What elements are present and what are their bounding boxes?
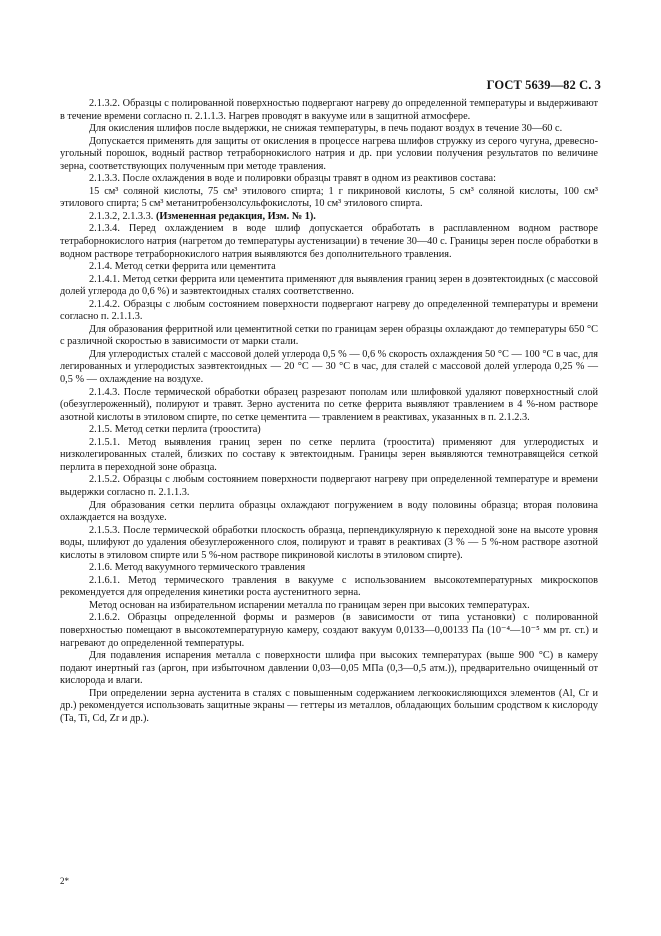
paragraph: Для образования ферритной или цементитной сетки по границам зерен образцы охлаждают до температуры 650 °С с различной скоростью в зависимости от марки стали. bbox=[60, 323, 598, 348]
section-heading: 2.1.4. Метод сетки феррита или цементита bbox=[89, 261, 276, 273]
paragraph: 15 см³ соляной кислоты, 75 см³ этилового спирта; 1 г пикриновой кислоты, 5 см³ соляной кислоты, 100 см³ этилового спирта; 5 см³ метанитробензолсульфокислоты, 10 см³ этилового спирта. bbox=[60, 185, 598, 210]
amendment-note: (Измененная редакция, Изм. № 1). bbox=[155, 210, 316, 222]
paragraph: При определении зерна аустенита в сталях с повышенным содержанием легкоокисляющихся элементов (Al, Cr и др.) рекомендуется использовать защитные экраны — геттеры из металлов, обладающих большим сродством к кислороду (Ta, Ti, Cd, Zr и др.). bbox=[60, 687, 598, 724]
page-header: ГОСТ 5639—82 С. 3 bbox=[486, 78, 601, 92]
paragraph: 2.1.6.2. Образцы определенной формы и размеров (в зависимости от типа установки) с полированной поверхностью помещают в высокотемпературную камеру, создают вакуум 0,0133—0,00133 Па (10⁻⁴—10⁻⁵ мм рт. ст.) и нагревают до определенной температуры. bbox=[60, 612, 598, 649]
paragraph: 2.1.6.1. Метод термического травления в вакууме с использованием высокотемпературных микроскопов рекомендуется для определения кинетики роста аустенитного зерна. bbox=[60, 574, 598, 599]
section-heading: 2.1.6. Метод вакуумного термического травления bbox=[89, 562, 306, 574]
page-footer-mark: 2* bbox=[60, 876, 69, 886]
document-body bbox=[60, 98, 598, 725]
paragraph: Для углеродистых сталей с массовой долей углерода 0,5 % — 0,6 % скорость охлаждения 50 °С — 100 °С в час, для легированных и углеродистых заэвтектоидных — 20 °С — 30 °С в час, для сталей с массовой долей углерода 0,25 % — 0,5 % — охлаждение на воздухе. bbox=[60, 348, 598, 386]
paragraph: 2.1.4.3. После термической обработки образец разрезают пополам или шлифовкой удаляют поверхностный слой (обезуглероженный), полируют и травят. Зерно аустенита по сетке феррита выявляют травлением в 4 %-ном растворе азотной кислоты в этиловом спирте, по сетке цементита — травлением в реактивах, указанных в п. 2.1.2.3. bbox=[60, 386, 598, 423]
paragraph: 2.1.4.2. Образцы с любым состоянием поверхности подвергают нагреву до определенной температуры и времени согласно п. 2.1.1.3. bbox=[60, 298, 598, 323]
paragraph: Для образования сетки перлита образцы охлаждают погружением в воду половины образца; вторая половина охлаждается на воздухе. bbox=[60, 499, 598, 524]
paragraph: Метод основан на избирательном испарении металла по границам зерен при высоких температурах. bbox=[89, 599, 530, 611]
paragraph: Для окисления шлифов после выдержки, не снижая температуры, в печь подают воздух в течение 30—60 с. bbox=[89, 123, 563, 135]
paragraph: 2.1.3.3. После охлаждения в воде и полировки образцы травят в одном из реактивов состава: bbox=[89, 173, 496, 185]
paragraph: 2.1.3.2. Образцы с полированной поверхностью подвергают нагреву до определенной температуры и выдерживают в течение времени согласно п. 2.1.1.3. Нагрев проводят в вакууме или в защитной атмосфере. bbox=[60, 98, 598, 122]
paragraph: 2.1.4.1. Метод сетки феррита или цементита применяют для выявления границ зерен в доэвтектоидных (с массовой долей углерода до 0,6 %) и заэвтектоидных сталях соответственно. bbox=[60, 273, 598, 298]
section-heading: 2.1.5. Метод сетки перлита (троостита) bbox=[89, 424, 261, 436]
paragraph: Допускается применять для защиты от окисления в процессе нагрева шлифов стружку из серого чугуна, древесно-угольный порошок, водный раствор тетраборнокислого натрия и др. при условии получения результатов по величине зерна, соответствующих полученным при методе травления. bbox=[60, 135, 598, 172]
paragraph bbox=[60, 211, 598, 224]
paragraph: 2.1.5.2. Образцы с любым состоянием поверхности подвергают нагреву при определенной температуре и времени выдержки согласно п. 2.1.1.3. bbox=[60, 474, 598, 498]
paragraph: Для подавления испарения металла с поверхности шлифа при высоких температурах (выше 900 °С) в камеру подают инертный газ (аргон, при избыточном давлении 0,03—0,05 МПа (0,3—0,5 атм.)), предварительно очищенный от кислорода и влаги. bbox=[60, 650, 598, 687]
paragraph: 2.1.5.3. После термической обработки плоскость образца, перпендикулярную к переходной зоне на высоте уровня воды, шлифуют до удаления обезуглероженного слоя, полируют и травят в реактивах (3 % — 5 %-ном растворе азотной кислоты в этиловом спирте или 5 %-ном растворе пикриновой кислоты в этиловом спирте). bbox=[60, 524, 598, 561]
paragraph-text: 2.1.3.2, 2.1.3.3. bbox=[89, 210, 156, 222]
paragraph: 2.1.5.1. Метод выявления границ зерен по сетке перлита (троостита) применяют для углеродистых и низколегированных сталей, близких по составу к эвтектоидным. Границы зерен выявляются темнотравящейся сеткой перлита в переходной зоне образца. bbox=[60, 436, 598, 473]
paragraph: 2.1.3.4. Перед охлаждением в воде шлиф допускается обработать в расплавленном водном растворе тетраборнокислого натрия (нагретом до температуры аустенизации) в течение 30—40 с. Границы зерен после обработки в водном растворе тетраборнокислого натрия выявляются без дополнительного травления. bbox=[60, 223, 598, 260]
